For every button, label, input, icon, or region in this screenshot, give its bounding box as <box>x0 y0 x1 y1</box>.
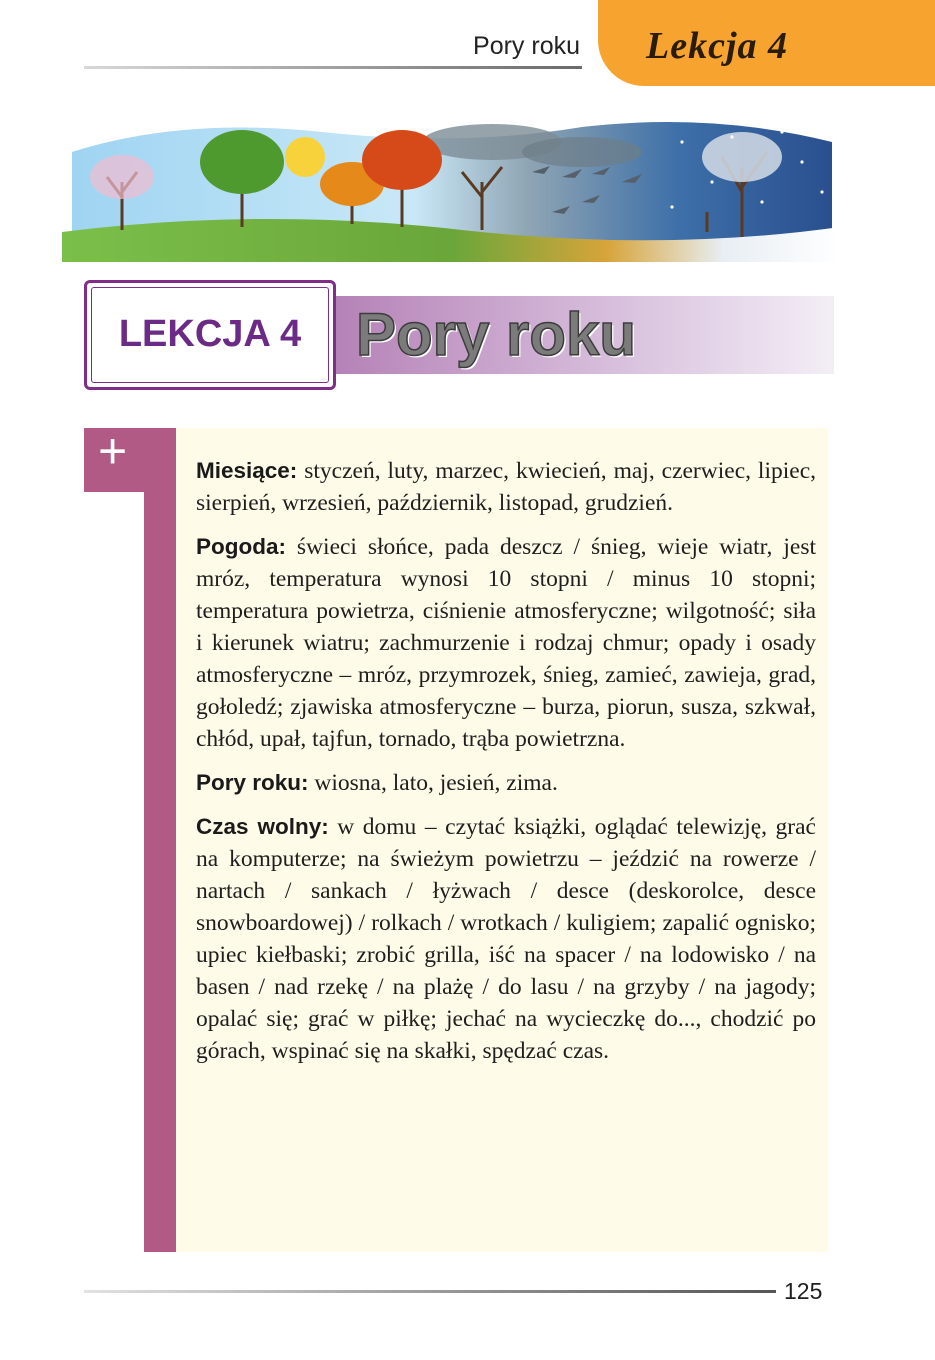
plus-badge <box>84 423 176 492</box>
paragraph-text: wiosna, lato, jesień, zima. <box>308 770 558 796</box>
vocabulary-box-sidebar <box>144 428 176 1252</box>
vocabulary-text <box>196 455 816 1079</box>
plus-icon: + <box>98 423 128 479</box>
header-rule <box>84 66 582 69</box>
topic-title-band <box>336 296 834 374</box>
lesson-number-label: LEKCJA 4 <box>118 313 302 355</box>
lesson-tab-label: Lekcja 4 <box>646 25 789 67</box>
seasons-banner-illustration <box>62 112 840 262</box>
paragraph-label: Pogoda: <box>196 534 286 559</box>
running-header-title: Pory roku <box>473 32 580 60</box>
lesson-number-box <box>84 280 336 390</box>
paragraph-label: Czas wolny: <box>196 814 329 839</box>
paragraph-text: w domu – czytać książki, oglądać telewizję, grać na komputerze; na świeżym powietrzu – jeździć na rowerze / nartach / sankach / łyżwach / desce (deskorolce, desce snowboardowej) / rolkach / wrotkach / kuligiem; zapalić ognisko; upiec kiełbaski; zrobić grilla, iść na spacer / na lodowisko / na basen / nad rzekę / na plażę / do lasu / na grzyby / na jagody; opalać się; grać w piłkę; jechać na wycieczkę do..., chodzić po górach, wspinać się na skałki, spędzać czas. <box>196 814 816 1064</box>
vocabulary-paragraph-weather <box>196 531 816 755</box>
paragraph-label: Miesiące: <box>196 458 298 483</box>
paragraph-text: świeci słońce, pada deszcz / śnieg, wieje wiatr, jest mróz, temperatura wynosi 10 stopni / minus 10 stopni; temperatura powietrza, ciśnienie atmosferyczne; wilgotność; siła i kierunek wiatru; zachmurzenie i rodzaj chmur; opady i osady atmosferyczne – mróz, przymrozek, śnieg, zamieć, zawieja, grad, gołoledź; zjawiska atmosferyczne – burza, piorun, susza, szkwał, chłód, upał, tajfun, tornado, trąba powietrzna. <box>196 534 816 752</box>
vocabulary-paragraph-free-time <box>196 811 816 1067</box>
paragraph-text: styczeń, luty, marzec, kwiecień, maj, czerwiec, lipiec, sierpień, wrzesień, październik, listopad, grudzień. <box>196 458 816 516</box>
topic-title: Pory roku <box>356 301 637 368</box>
paragraph-label: Pory roku: <box>196 770 309 795</box>
lesson-tab <box>598 0 935 86</box>
vocabulary-paragraph-seasons <box>196 767 816 799</box>
vocabulary-paragraph-months <box>196 455 816 519</box>
footer-rule <box>84 1290 776 1293</box>
page-number: 125 <box>784 1278 823 1304</box>
